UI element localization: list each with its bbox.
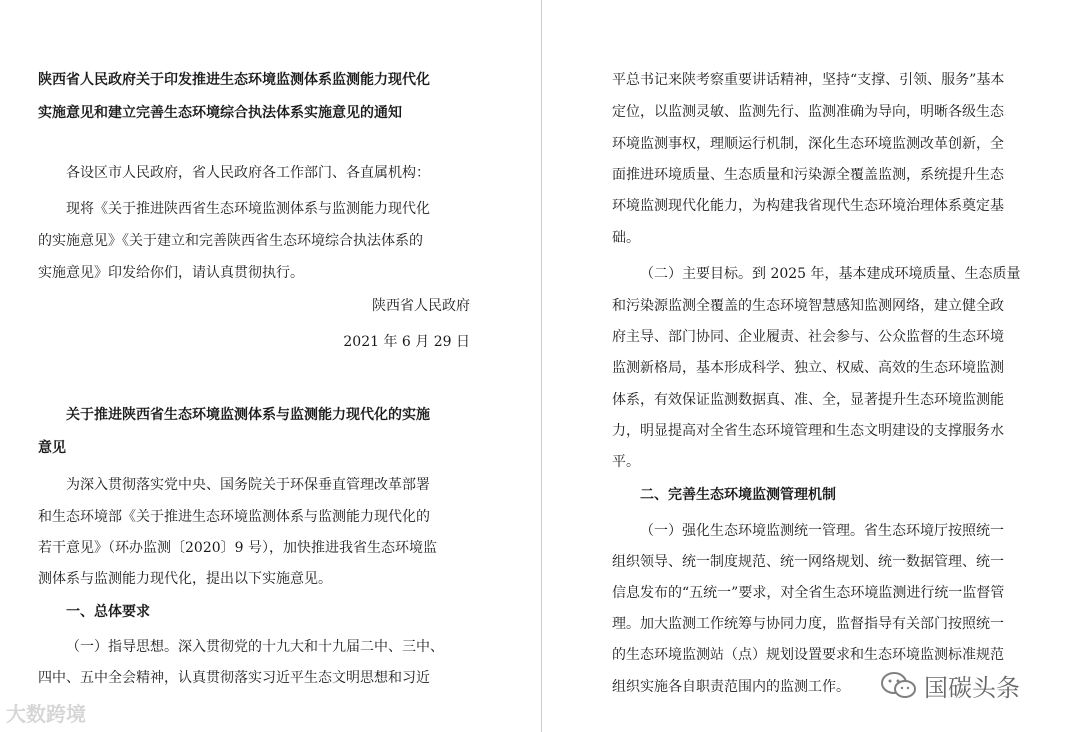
mgmt-line3: 信息发布的“五统一”要求，对全省生态环境监测进行统一监督管 (612, 585, 1005, 601)
mgmt-line2: 组织领导、统一制度规范、统一网络规划、统一数据管理、统一 (612, 554, 1004, 570)
para2-line2: 和生态环境部《关于推进生态环境监测体系与监测能力现代化的 (38, 509, 430, 525)
section2-heading: 二、完善生态环境监测管理机制 (640, 487, 836, 503)
para1-line1: 现将《关于推进陕西省生态环境监测体系与监测能力现代化 (66, 201, 430, 217)
recipients: 各设区市人民政府，省人民政府各工作部门、各直属机构： (66, 165, 430, 181)
right-page (612, 0, 1044, 732)
section1-heading: 一、总体要求 (66, 604, 150, 620)
notice-title-line1: 陕西省人民政府关于印发推进生态环境监测体系监测能力现代化 (38, 72, 430, 88)
signer: 陕西省人民政府 (372, 298, 470, 314)
mgmt-line5: 的生态环境监测站（点）规划设置要求和生态环境监测标准规范 (612, 647, 1004, 663)
right-line2: 定位，以监测灵敏、监测先行、监测准确为导向，明晰各级生态 (612, 104, 1004, 120)
mgmt-line6: 组织实施各自职责范围内的监测工作。 (612, 679, 850, 695)
opinion-title-line1: 关于推进陕西省生态环境监测体系与监测能力现代化的实施 (66, 407, 430, 423)
para3-line2: 四中、五中全会精神，认真贯彻落实习近平生态文明思想和习近 (38, 670, 430, 686)
right-line3: 环境监测事权，理顺运行机制，深化生态环境监测改革创新，全 (612, 136, 1004, 152)
goals-line1: （二）主要目标。到 2025 年，基本建成环境质量、生态质量 (640, 266, 1021, 282)
watermark-left-text: 大数跨境 (6, 702, 86, 726)
notice-title-line2: 实施意见和建立完善生态环境综合执法体系实施意见的通知 (38, 105, 402, 121)
goals-line6: 力，明显提高对全省生态环境管理和生态文明建设的支撑服务水 (612, 423, 1004, 439)
opinion-title-line2: 意见 (38, 440, 66, 456)
mgmt-line4: 理。加大监测工作统筹与协同力度，监督指导有关部门按照统一 (612, 616, 1004, 632)
goals-line2: 和污染源监测全覆盖的生态环境智慧感知监测网络，建立健全政 (612, 298, 1004, 314)
para1-line2: 的实施意见》《关于建立和完善陕西省生态环境综合执法体系的 (38, 233, 423, 249)
para2-line1: 为深入贯彻落实党中央、国务院关于环保垂直管理改革部署 (66, 477, 430, 493)
date: 2021 年 6 月 29 日 (343, 334, 470, 350)
right-line1: 平总书记来陕考察重要讲话精神，坚持“支撑、引领、服务”基本 (612, 72, 1005, 88)
para1-line3: 实施意见》印发给你们，请认真贯彻执行。 (38, 265, 304, 281)
goals-line7: 平。 (612, 454, 640, 470)
para2-line3: 若干意见》（环办监测〔2020〕9 号），加快推进我省生态环境监 (38, 540, 437, 556)
para2-line4: 测体系与监测能力现代化，提出以下实施意见。 (38, 571, 332, 587)
right-line4: 面推进环境质量、生态质量和污染源全覆盖监测，系统提升生态 (612, 167, 1004, 183)
para3-line1: （一）指导思想。深入贯彻党的十九大和十九届二中、三中、 (66, 639, 444, 655)
wechat-icon (880, 671, 918, 701)
left-page (38, 0, 478, 732)
goals-line5: 体系，有效保证监测数据真、准、全，显著提升生态环境监测能 (612, 392, 1004, 408)
goals-line3: 府主导、部门协同、企业履责、社会参与、公众监督的生态环境 (612, 329, 1004, 345)
goals-line4: 监测新格局，基本形成科学、独立、权威、高效的生态环境监测 (612, 360, 1004, 376)
watermark-left (6, 698, 86, 727)
watermark-right (880, 668, 1020, 703)
page-divider (541, 0, 542, 732)
mgmt-line1: （一）强化生态环境监测统一管理。省生态环境厅按照统一 (640, 523, 1004, 539)
right-line6: 础。 (612, 230, 640, 246)
right-line5: 环境监测现代化能力，为构建我省现代生态环境治理体系奠定基 (612, 198, 1004, 214)
watermark-right-text: 国碳头条 (924, 674, 1020, 702)
